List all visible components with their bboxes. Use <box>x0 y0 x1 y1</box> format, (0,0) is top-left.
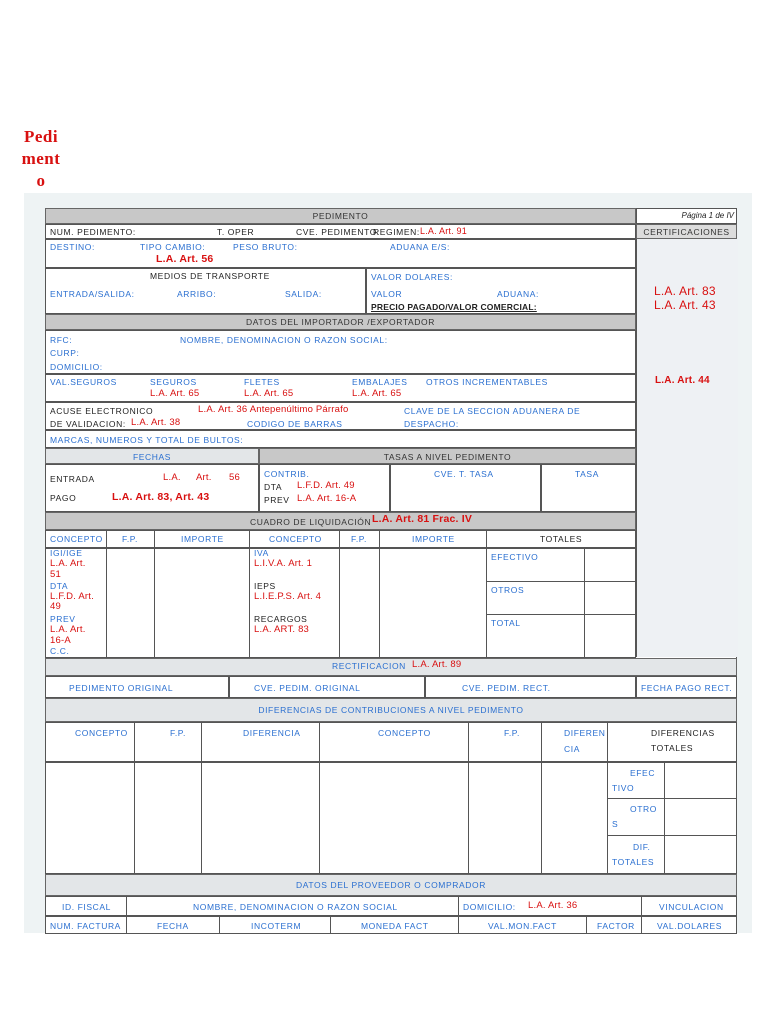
col-line <box>641 896 642 916</box>
val-dolares-label: VAL.DOLARES <box>657 921 723 931</box>
dif-diferencia-label: DIFERENCIA <box>243 728 301 738</box>
tipo-cambio-label: TIPO CAMBIO: <box>140 242 206 252</box>
num-pedimento-label: NUM. PEDIMENTO: <box>50 227 136 237</box>
incoterm-label: INCOTERM <box>251 921 302 931</box>
importe-col2-label: IMPORTE <box>412 534 455 544</box>
dta-ref: L.F.D. Art. 49 <box>297 480 355 491</box>
valor-dolares-label: VALOR DOLARES: <box>371 272 453 282</box>
prev-ref: L.A. Art. 16-A <box>297 493 357 504</box>
cve-original-label: CVE. PEDIM. ORIGINAL <box>254 683 361 693</box>
rectificacion-ref: L.A. Art. 89 <box>412 659 462 670</box>
col-line <box>154 530 155 658</box>
fechas-title: FECHAS <box>132 452 172 462</box>
vinculacion-label: VINCULACION <box>659 902 724 912</box>
igi-label: IGI/IGE <box>50 548 83 558</box>
dif-totales-label-a: DIFERENCIAS <box>651 728 715 738</box>
prov-nombre-label: NOMBRE, DENOMINACION O RAZON SOCIAL <box>193 902 398 912</box>
recargos-ref: L.A. ART. 83 <box>254 624 310 635</box>
dif-total-a: DIF. <box>633 842 651 852</box>
col-line <box>201 722 202 874</box>
entrada-label: ENTRADA <box>50 474 95 484</box>
arribo-label: ARRIBO: <box>177 289 217 299</box>
certificaciones-label: CERTIFICACIONES <box>643 227 730 237</box>
destino-ref: L.A. Art. 56 <box>156 253 214 265</box>
regimen-ref: L.A. Art. 91 <box>420 226 467 236</box>
entrada-ref-c: 56 <box>229 472 240 483</box>
row-line <box>486 581 636 582</box>
despacho-label: DESPACHO: <box>404 419 459 429</box>
contrib-label: CONTRIB. <box>264 469 310 479</box>
domicilio-label: DOMICILIO: <box>50 362 103 372</box>
rectificacion-title: RECTIFICACION <box>332 661 406 671</box>
cve-pedimento-label: CVE. PEDIMENTO: <box>296 227 380 237</box>
iva-label: IVA <box>254 548 269 558</box>
col-line <box>458 896 459 916</box>
col-line <box>126 896 127 916</box>
igi-ref-2: 51 <box>50 569 61 580</box>
aduana-es-label: ADUANA E/S: <box>390 242 450 252</box>
salida-label: SALIDA: <box>285 289 322 299</box>
row-line <box>486 614 636 615</box>
col-line <box>219 916 220 934</box>
header-title: PEDIMENTO <box>312 211 369 221</box>
cve-tasa-label: CVE. T. TASA <box>434 469 494 479</box>
dta-liq-ref-1: L.F.D. Art. <box>50 591 94 602</box>
dif-total-b: TOTALES <box>612 857 655 867</box>
precio-pagado-label: PRECIO PAGADO/VALOR COMERCIAL: <box>371 302 537 312</box>
concepto-col2-label: CONCEPTO <box>269 534 322 544</box>
t-oper-label: T. OPER <box>217 227 255 237</box>
page-number: Página 1 de IV <box>681 211 734 220</box>
cve-rect-label: CVE. PEDIM. RECT. <box>462 683 551 693</box>
concepto-col-label: CONCEPTO <box>50 534 103 544</box>
val-seguros-label: VAL.SEGUROS <box>50 377 117 387</box>
seguros-label: SEGUROS <box>150 377 197 387</box>
col-line <box>339 530 340 658</box>
dif-fp2-label: F.P. <box>504 728 520 738</box>
col-line <box>319 722 320 874</box>
peso-bruto-label: PESO BRUTO: <box>233 242 298 252</box>
embalajes-ref: L.A. Art. 65 <box>352 388 402 399</box>
col-line <box>330 916 331 934</box>
otros-incrementables-label: OTROS INCREMENTABLES <box>426 377 548 387</box>
prov-domicilio-ref: L.A. Art. 36 <box>528 900 578 911</box>
dif-otros-a: OTRO <box>630 804 657 814</box>
liquidacion-body <box>45 548 636 658</box>
factor-label: FACTOR <box>597 921 635 931</box>
dif-fp-label: F.P. <box>170 728 186 738</box>
codigo-barras-label: CODIGO DE BARRAS <box>247 419 343 429</box>
col-line <box>468 722 469 874</box>
col-line <box>586 916 587 934</box>
validacion-ref: L.A. Art. 38 <box>131 417 181 428</box>
moneda-fact-label: MONEDA FACT <box>361 921 429 931</box>
curp-label: CURP: <box>50 348 80 358</box>
ped-original-label: PEDIMENTO ORIGINAL <box>69 683 174 693</box>
dta-liq-label: DTA <box>50 581 69 591</box>
importador-title: DATOS DEL IMPORTADOR /EXPORTADOR <box>246 317 435 327</box>
col-line <box>249 530 250 658</box>
total-label: TOTAL <box>491 618 521 628</box>
fletes-ref: L.A. Art. 65 <box>244 388 294 399</box>
dta-liq-ref-2: 49 <box>50 601 61 612</box>
val-mon-fact-label: VAL.MON.FACT <box>488 921 557 931</box>
title-line: ment <box>21 149 61 168</box>
row-destino <box>45 239 636 268</box>
destino-label: DESTINO: <box>50 242 95 252</box>
ieps-ref: L.I.E.P.S. Art. 4 <box>254 591 322 602</box>
clave-seccion-label: CLAVE DE LA SECCION ADUANERA DE <box>404 406 581 416</box>
pago-ref: L.A. Art. 83, Art. 43 <box>112 491 210 503</box>
cert-ref-art43: L.A. Art. 43 <box>654 298 716 312</box>
col-line <box>126 916 127 934</box>
cert-ref-art83: L.A. Art. 83 <box>654 284 716 298</box>
acuse-ref: L.A. Art. 36 Antepenúltimo Párrafo <box>198 404 349 415</box>
id-fiscal-label: ID. FISCAL <box>62 902 111 912</box>
valor-label: VALOR <box>371 289 403 299</box>
liquidacion-title: CUADRO DE LIQUIDACIÓN <box>250 517 372 527</box>
prev-label: PREV <box>264 495 290 505</box>
dta-label: DTA <box>264 482 283 492</box>
rfc-label: RFC: <box>50 335 73 345</box>
acuse-label: ACUSE ELECTRONICO <box>50 406 154 416</box>
dif-concepto-label: CONCEPTO <box>75 728 128 738</box>
col-line <box>541 722 542 874</box>
num-factura-label: NUM. FACTURA <box>50 921 121 931</box>
dif-diferencia2-label-a: DIFEREN <box>564 728 606 738</box>
dif-efectivo-b: TIVO <box>612 783 635 793</box>
col-line <box>106 530 107 658</box>
aduana-label: ADUANA: <box>497 289 539 299</box>
title-line: o <box>36 171 46 190</box>
otros-label: OTROS <box>491 585 525 595</box>
importe-col-label: IMPORTE <box>181 534 224 544</box>
prev-liq-ref-2: 16-A <box>50 635 71 646</box>
validacion-label: DE VALIDACION: <box>50 419 126 429</box>
igi-ref-1: L.A. Art. <box>50 558 86 569</box>
fecha-pago-label: FECHA PAGO RECT. <box>641 683 733 693</box>
fechas-box <box>45 464 259 512</box>
cert-ref-art44: L.A. Art. 44 <box>655 375 710 386</box>
embalajes-label: EMBALAJES <box>352 377 408 387</box>
dif-efectivo-a: EFEC <box>630 768 656 778</box>
col-line <box>486 530 487 658</box>
nombre-label: NOMBRE, DENOMINACION O RAZON SOCIAL: <box>180 335 388 345</box>
entrada-salida-label: ENTRADA/SALIDA: <box>50 289 135 299</box>
seguros-ref: L.A. Art. 65 <box>150 388 200 399</box>
dif-diferencia2-label-b: CIA <box>564 744 580 754</box>
prev-liq-label: PREV <box>50 614 76 624</box>
document-title <box>16 126 66 192</box>
diferencias-title: DIFERENCIAS DE CONTRIBUCIONES A NIVEL PEDIMENTO <box>258 705 524 715</box>
entrada-ref-b: Art. <box>196 472 212 483</box>
pago-label: PAGO <box>50 493 77 503</box>
col-line <box>134 722 135 874</box>
iva-ref: L.I.V.A. Art. 1 <box>254 558 313 569</box>
row-line <box>607 798 737 799</box>
cc-label: C.C. <box>50 646 70 656</box>
prev-liq-ref-1: L.A. Art. <box>50 624 86 635</box>
fp-col2-label: F.P. <box>351 534 367 544</box>
title-line: Pedi <box>23 127 59 146</box>
entrada-ref-a: L.A. <box>163 472 181 483</box>
recargos-label: RECARGOS <box>254 614 308 624</box>
regimen-label: REGIMEN: <box>373 227 420 237</box>
fecha-label: FECHA <box>157 921 189 931</box>
col-line <box>641 916 642 934</box>
fp-col-label: F.P. <box>122 534 138 544</box>
fletes-label: FLETES <box>244 377 280 387</box>
medios-transporte-label: MEDIOS DE TRANSPORTE <box>150 271 270 281</box>
liquidacion-ref: L.A. Art. 81 Frac. IV <box>372 513 473 525</box>
marcas-label: MARCAS, NUMEROS Y TOTAL DE BULTOS: <box>50 435 244 445</box>
dif-otros-b: S <box>612 819 619 829</box>
tasas-title: TASAS A NIVEL PEDIMENTO <box>383 452 512 462</box>
col-line <box>458 916 459 934</box>
dif-totales-label-b: TOTALES <box>651 743 694 753</box>
ieps-label: IEPS <box>254 581 276 591</box>
dif-concepto2-label: CONCEPTO <box>378 728 431 738</box>
tasa-label: TASA <box>575 469 599 479</box>
totales-col-label: TOTALES <box>540 534 583 544</box>
col-line <box>379 530 380 658</box>
col-line <box>584 548 585 658</box>
col-line <box>664 762 665 874</box>
efectivo-label: EFECTIVO <box>491 552 539 562</box>
proveedor-title: DATOS DEL PROVEEDOR O COMPRADOR <box>296 880 486 890</box>
row-line <box>607 835 737 836</box>
prov-domicilio-label: DOMICILIO: <box>463 902 516 912</box>
